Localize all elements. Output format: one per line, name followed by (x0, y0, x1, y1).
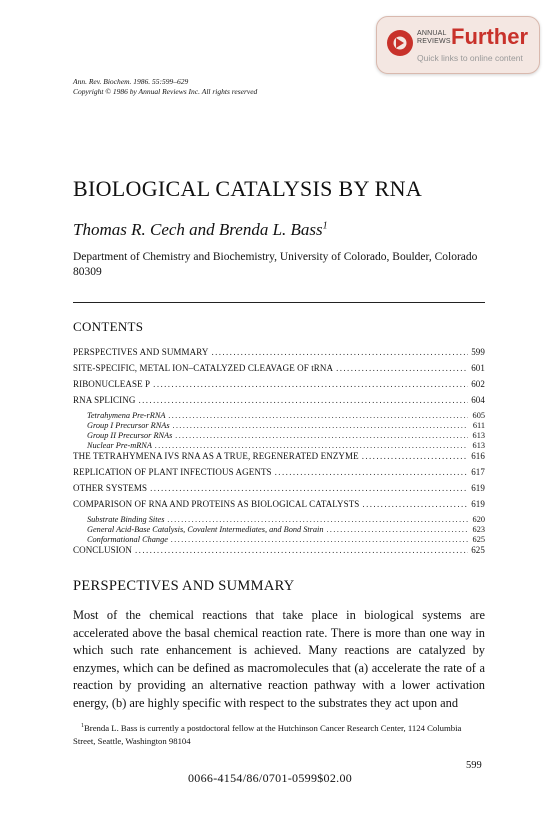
toc-entry-label: THE TETRAHYMENA IVS RNA AS A TRUE, REGENERATED ENZYME (73, 451, 359, 461)
toc-leader-dots (275, 467, 468, 477)
toc-subentry (73, 515, 485, 525)
toc-entry-page: 623 (472, 525, 485, 534)
toc-leader-dots (362, 451, 468, 461)
toc-entry-page: 616 (471, 451, 485, 461)
table-of-contents (73, 347, 485, 561)
toc-entry-page: 620 (472, 515, 485, 524)
toc-entry-page: 619 (471, 483, 485, 493)
toc-entry (73, 363, 485, 379)
toc-entry-label: Group I Precursor RNAs (87, 421, 170, 430)
banner-tagline: Quick links to online content (417, 53, 523, 63)
toc-entry-label: Conformational Change (87, 535, 168, 544)
toc-leader-dots (175, 431, 468, 440)
section-heading: PERSPECTIVES AND SUMMARY (73, 578, 295, 594)
toc-entry (73, 545, 485, 561)
toc-entry-page: 625 (471, 545, 485, 555)
toc-entry-page: 613 (472, 431, 485, 440)
further-brand: Further (451, 24, 528, 49)
further-banner-link[interactable] (376, 16, 540, 74)
toc-entry-page: 602 (471, 379, 485, 389)
page-number: 599 (466, 760, 482, 771)
toc-subentry (73, 535, 485, 545)
toc-entry (73, 395, 485, 411)
toc-entry-page: 625 (472, 535, 485, 544)
author-footnote-marker: 1 (322, 220, 328, 232)
article-authors: Thomas R. Cech and Brenda L. Bass$^1$ (73, 220, 328, 239)
contents-heading: CONTENTS (73, 319, 144, 334)
toc-entry-page: 613 (472, 441, 485, 450)
toc-leader-dots (153, 379, 468, 389)
author-footnote: $^1$Brenda L. Bass is currently a postdoctoral fellow at the Hutchinson Cancer Research Center, 1124 Columbia Street, Seattle, Washington 98104 (73, 722, 462, 746)
toc-entry-label: CONCLUSION (73, 545, 133, 555)
toc-entry-label: REPLICATION OF PLANT INFECTIOUS AGENTS (73, 467, 272, 477)
toc-subentry (73, 525, 485, 535)
toc-leader-dots (327, 525, 468, 534)
author-affiliation: Department of Chemistry and Biochemistry, University of Colorado, Boulder, Colorado 80309 (73, 251, 478, 278)
toc-leader-dots (167, 515, 468, 524)
toc-leader-dots (150, 483, 468, 493)
toc-entry-page: 611 (472, 421, 485, 430)
toc-leader-dots (362, 499, 468, 509)
toc-entry-page: 604 (471, 395, 485, 405)
toc-entry (73, 499, 485, 515)
journal-citation: Ann. Rev. Biochem. 1986. 55:599–629 Copyright © 1986 by Annual Reviews Inc. All rights reserved (73, 77, 258, 96)
toc-entry-label: Substrate Binding Sites (87, 515, 165, 524)
body-paragraph: Most of the chemical reactions that take place in biological systems are accelerated above the basal chemical reaction rate. There is more than one way in which such rate enhancement is achieved. Many reactions are catalyzed by enzymes, which can be defined as macromolecules that (a) accelerate the rate of a reaction by providing an alternative reaction pathway with a lower activation energy, (b) are highly specific with respect to the substrates they act upon and (73, 608, 485, 710)
toc-subentry (73, 441, 485, 451)
toc-leader-dots (168, 411, 468, 420)
publisher-name: ANNUAL REVIEWS (417, 30, 451, 45)
toc-subentry (73, 411, 485, 421)
toc-entry-page: 617 (471, 467, 485, 477)
toc-leader-dots (171, 535, 468, 544)
toc-entry-page: 601 (471, 363, 485, 373)
toc-entry (73, 379, 485, 395)
toc-subentry (73, 431, 485, 441)
toc-subentry (73, 421, 485, 431)
toc-entry-page: 599 (471, 347, 485, 357)
section-divider (73, 302, 485, 303)
toc-entry-label: OTHER SYSTEMS (73, 483, 148, 493)
toc-entry-page: 605 (472, 411, 485, 420)
toc-entry-label: RIBONUCLEASE P (73, 379, 151, 389)
toc-entry-label: PERSPECTIVES AND SUMMARY (73, 347, 209, 357)
toc-leader-dots (135, 545, 468, 555)
toc-entry (73, 451, 485, 467)
toc-entry-label: COMPARISON OF RNA AND PROTEINS AS BIOLOGICAL CATALYSTS (73, 499, 360, 509)
annual-reviews-logo-icon (386, 29, 414, 57)
toc-entry (73, 483, 485, 499)
toc-entry-label: Group II Precursor RNAs (87, 431, 173, 440)
footnote-marker: 1 (81, 723, 84, 729)
toc-leader-dots (211, 347, 468, 357)
article-code: 0066-4154/86/0701-0599$02.00 (188, 771, 353, 785)
toc-entry-page: 619 (471, 499, 485, 509)
article-title: BIOLOGICAL CATALYSIS BY RNA (73, 176, 423, 201)
toc-entry-label: General Acid-Base Catalysis, Covalent Intermediates, and Bond Strain (87, 525, 324, 534)
toc-entry-label: RNA SPLICING (73, 395, 136, 405)
toc-entry (73, 467, 485, 483)
toc-entry-label: Nuclear Pre-mRNA (87, 441, 152, 450)
toc-leader-dots (155, 441, 468, 450)
toc-entry-label: Tetrahymena Pre-rRNA (87, 411, 166, 420)
toc-entry (73, 347, 485, 363)
toc-leader-dots (138, 395, 468, 405)
toc-leader-dots (336, 363, 468, 373)
toc-leader-dots (173, 421, 468, 430)
toc-entry-label: SITE-SPECIFIC, METAL ION–CATALYZED CLEAVAGE OF tRNA (73, 363, 334, 373)
